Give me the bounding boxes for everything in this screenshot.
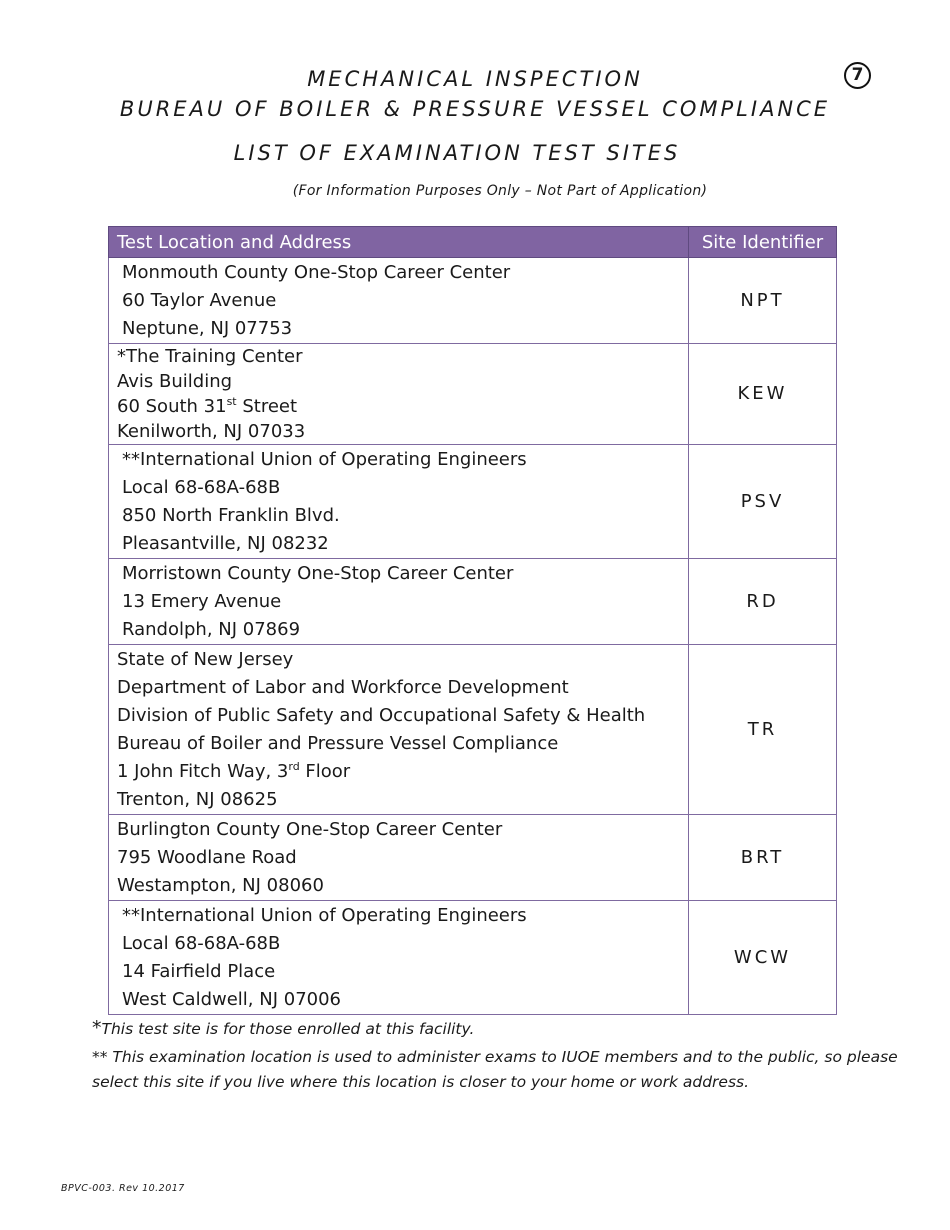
address-line: Division of Public Safety and Occupational Safety & Health — [117, 705, 646, 726]
address-text: 1 John Fitch Way, 3 — [117, 761, 289, 782]
footnote-single-star — [92, 1016, 892, 1042]
address-line: Randolph, NJ 07869 — [122, 619, 301, 640]
address-line: Local 68-68A-68B — [122, 477, 281, 498]
address-line: Local 68-68A-68B — [122, 933, 281, 954]
location-cell — [109, 645, 689, 815]
info-note: (For Information Purposes Only – Not Part of Application) — [292, 183, 708, 199]
footnote-text: select this site if you live where this location is closer to your home or work address. — [92, 1073, 750, 1091]
location-cell — [109, 258, 689, 344]
ordinal-suffix: rd — [288, 760, 300, 773]
form-code: BPVC-003. Rev 10.2017 — [61, 1183, 185, 1194]
site-identifier: NPT — [689, 258, 837, 344]
address-line: Trenton, NJ 08625 — [117, 789, 278, 810]
site-identifier: RD — [689, 559, 837, 645]
table-row — [109, 445, 837, 559]
address-line — [117, 394, 680, 419]
address-line: *The Training Center — [117, 346, 303, 367]
address-line: **International Union of Operating Engineers — [122, 449, 527, 470]
address-line: Avis Building — [117, 371, 233, 392]
address-line: Burlington County One-Stop Career Center — [117, 819, 503, 840]
address-line — [117, 758, 680, 786]
header-line-1: MECHANICAL INSPECTION — [307, 67, 643, 91]
site-identifier: WCW — [689, 901, 837, 1015]
address-line: Monmouth County One-Stop Career Center — [122, 262, 511, 283]
site-identifier: KEW — [689, 344, 837, 445]
address-line: 14 Fairfield Place — [122, 961, 276, 982]
table-row — [109, 559, 837, 645]
table-row — [109, 815, 837, 901]
site-identifier: TR — [689, 645, 837, 815]
table-header-row — [109, 227, 837, 258]
location-cell — [109, 901, 689, 1015]
table-row — [109, 258, 837, 344]
table-row — [109, 901, 837, 1015]
location-cell — [109, 344, 689, 445]
header-line-2: BUREAU OF BOILER & PRESSURE VESSEL COMPLIANCE — [119, 97, 831, 121]
address-text: 60 South 31 — [117, 396, 227, 417]
test-sites-table — [108, 226, 837, 1015]
page-number-badge: 7 — [844, 62, 871, 89]
footnote-double-star — [92, 1045, 898, 1095]
address-line: Department of Labor and Workforce Development — [117, 677, 569, 698]
address-text: Street — [236, 396, 298, 417]
table-row — [109, 645, 837, 815]
site-identifier: BRT — [689, 815, 837, 901]
address-line: **International Union of Operating Engineers — [122, 905, 527, 926]
column-header-location: Test Location and Address — [109, 227, 689, 258]
location-cell — [109, 445, 689, 559]
address-line: 850 North Franklin Blvd. — [122, 505, 340, 526]
ordinal-suffix: st — [226, 395, 237, 408]
address-line: West Caldwell, NJ 07006 — [122, 989, 341, 1010]
address-line: Westampton, NJ 08060 — [117, 875, 324, 896]
address-text: Floor — [299, 761, 351, 782]
address-line: Bureau of Boiler and Pressure Vessel Compliance — [117, 733, 559, 754]
location-cell — [109, 815, 689, 901]
address-line: Kenilworth, NJ 07033 — [117, 421, 306, 442]
address-line: 60 Taylor Avenue — [122, 290, 277, 311]
footnote-text: ** This examination location is used to administer exams to IUOE members and to the public, so please — [92, 1048, 898, 1066]
address-line: 13 Emery Avenue — [122, 591, 282, 612]
address-line: Pleasantville, NJ 08232 — [122, 533, 329, 554]
footnote-text: This test site is for those enrolled at this facility. — [101, 1020, 475, 1038]
location-cell — [109, 559, 689, 645]
address-line: State of New Jersey — [117, 649, 294, 670]
table-row — [109, 344, 837, 445]
address-line: Neptune, NJ 07753 — [122, 318, 293, 339]
footnote-star-mark: * — [92, 1017, 102, 1039]
column-header-site-id: Site Identifier — [689, 227, 837, 258]
site-identifier: PSV — [689, 445, 837, 559]
address-line: 795 Woodlane Road — [117, 847, 297, 868]
page-title: LIST OF EXAMINATION TEST SITES — [233, 141, 681, 165]
address-line: Morristown County One-Stop Career Center — [122, 563, 514, 584]
